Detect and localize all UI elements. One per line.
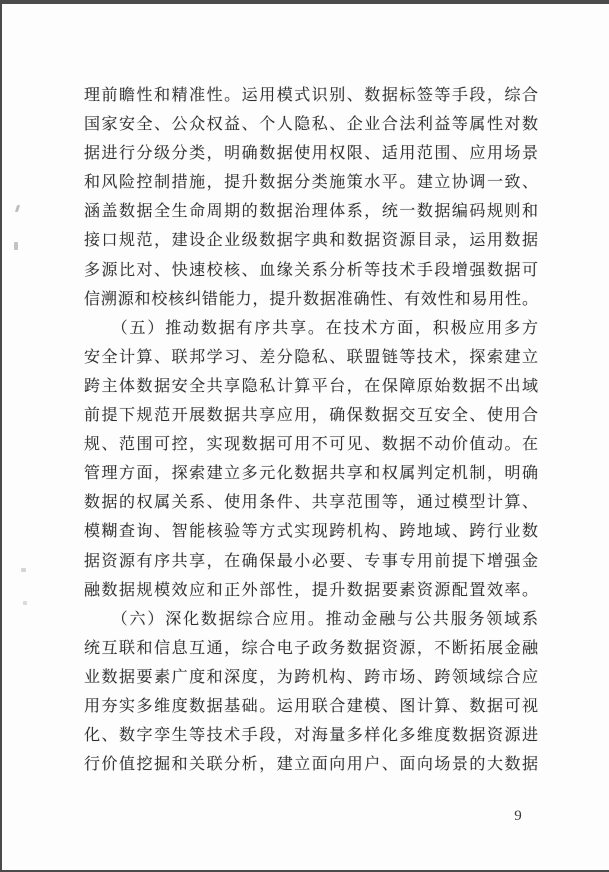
text-line: 理前瞻性和精准性。运用模式识别、数据标签等手段，综合: [84, 87, 538, 104]
text-line: 化、数字孪生等技术手段，对海量多样化多维度数据资源进: [84, 727, 538, 745]
text-line: 统互联和信息互通，综合电子政务数据资源，不断拓展金融: [84, 639, 538, 657]
text-line: 多源比对、快速校核、血缘关系分析等技术手段增强数据可: [84, 261, 538, 279]
text-line paragraph-start: （五）推动数据有序共享。在技术方面，积极应用多方: [84, 319, 538, 337]
text-line: 接口规范，建设企业级数据字典和数据资源目录，运用数据: [84, 232, 538, 250]
text-line: 信溯源和校核纠错能力，提升数据准确性、有效性和易用性。: [84, 290, 538, 308]
text-line: 数据的权属关系、使用条件、共享范围等，通过模型计算、: [84, 494, 538, 512]
scan-speck: [14, 242, 18, 250]
scan-speck: [15, 205, 20, 212]
text-line: 融数据规模效应和正外部性，提升数据要素资源配置效率。: [84, 581, 538, 599]
body-text: [84, 81, 538, 779]
text-line: 跨主体数据安全共享隐私计算平台，在保障原始数据不出域: [84, 377, 538, 395]
scan-speck: [21, 568, 26, 572]
text-line paragraph-start: （六）深化数据综合应用。推动金融与公共服务领域系: [84, 610, 538, 628]
text-line: 规、范围可控，实现数据可用不可见、数据不动价值动。在: [84, 436, 538, 454]
text-line: 涵盖数据全生命周期的数据治理体系，统一数据编码规则和: [84, 203, 538, 221]
text-line: 安全计算、联邦学习、差分隐私、联盟链等技术，探索建立: [84, 348, 538, 366]
text-line: 管理方面，探索建立多元化数据共享和权属判定机制，明确: [84, 465, 538, 483]
text-line: 用夯实多维度数据基础。运用联合建模、图计算、数据可视: [84, 697, 538, 715]
text-line: 行价值挖掘和关联分析，建立面向用户、面向场景的大数据: [84, 756, 538, 774]
text-line: 据资源有序共享，在确保最小必要、专事专用前提下增强金: [84, 552, 538, 570]
text-line: 前提下规范开展数据共享应用，确保数据交互安全、使用合: [84, 407, 538, 425]
scan-edge-top: [0, 0, 609, 4]
scan-edge-left: [0, 0, 2, 872]
text-line: 模糊查询、智能核验等方式实现跨机构、跨地域、跨行业数: [84, 523, 538, 541]
text-line: 业数据要素广度和深度，为跨机构、跨市场、跨领域综合应: [84, 668, 538, 686]
page-number: 9: [514, 808, 522, 824]
text-line: 国家安全、公众权益、个人隐私、企业合法利益等属性对数: [84, 116, 538, 134]
text-line: 据进行分级分类，明确数据使用权限、适用范围、应用场景: [84, 145, 538, 163]
scan-speck: [23, 601, 27, 605]
text-line: 和风险控制措施，提升数据分类施策水平。建立协调一致、: [84, 174, 538, 192]
